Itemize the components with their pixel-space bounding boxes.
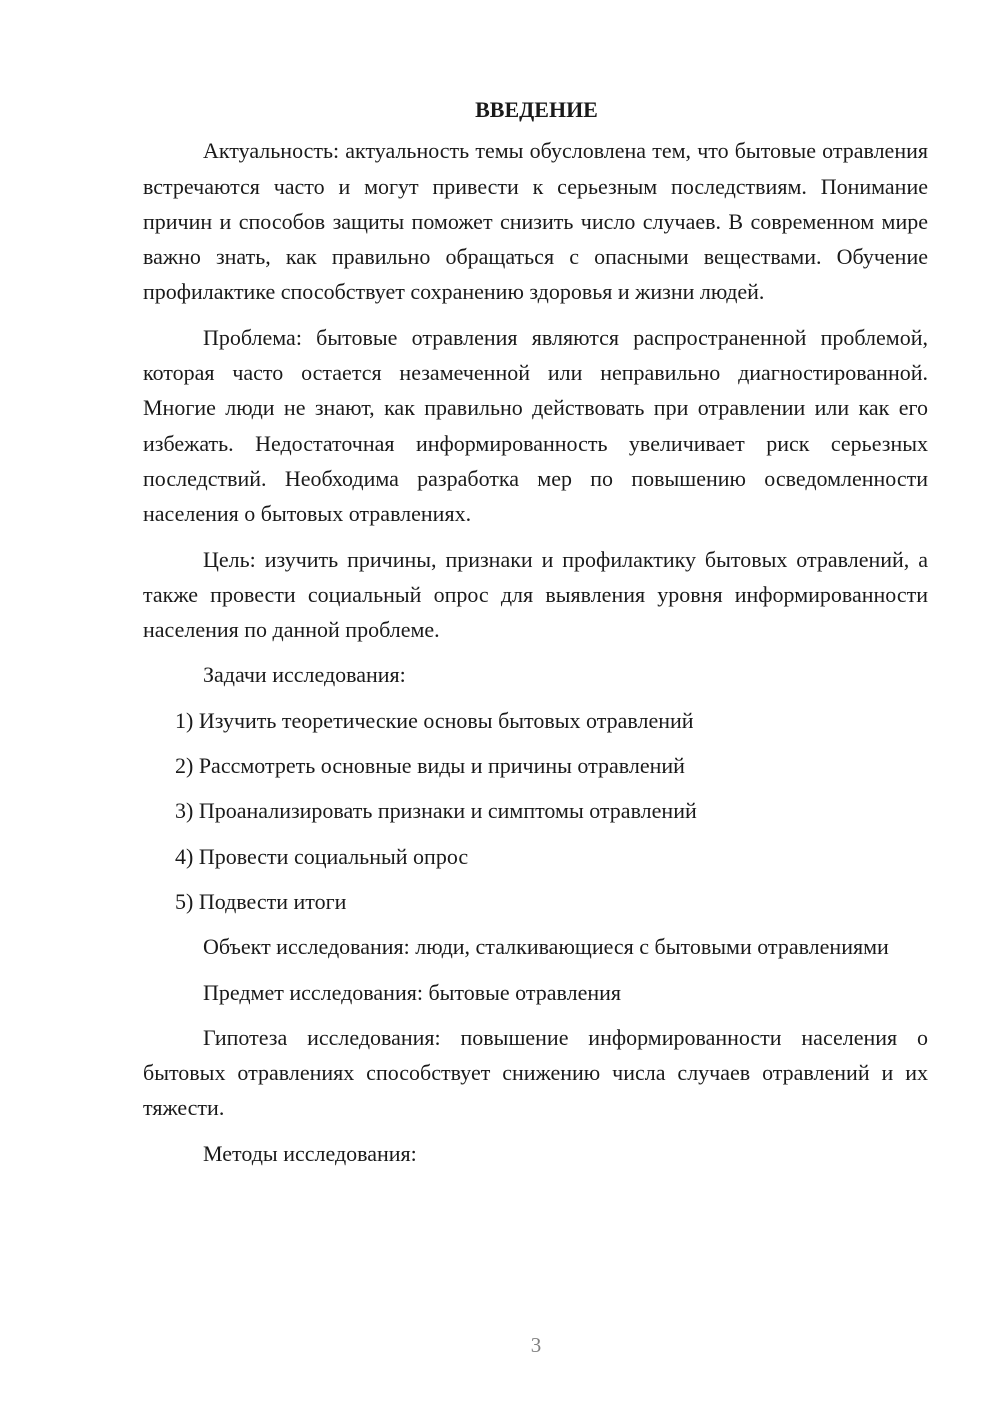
hypothesis-paragraph: Гипотеза исследования: повышение информированности населения о бытовых отравлениях способствует снижению числа случаев отравлений и их тяжести. bbox=[143, 1024, 928, 1121]
problem-paragraph: Проблема: бытовые отравления являются распространенной проблемой, которая часто остается незамеченной или неправильно диагностированной. Многие люди не знают, как правильно действовать при отравлении или как его избежать. Недостаточная информированность увеличивает риск серьезных последствий. Необходима разработка мер по повышению осведомленности населения о бытовых отравлениях. bbox=[143, 324, 928, 527]
object-paragraph: Объект исследования: люди, сталкивающиеся с бытовыми отравлениями bbox=[203, 934, 889, 960]
list-item: 3) Проанализировать признаки и симптомы отравлений bbox=[175, 798, 697, 824]
document-page bbox=[143, 92, 928, 1171]
list-item: 2) Рассмотреть основные виды и причины отравлений bbox=[175, 753, 685, 779]
goal-paragraph: Цель: изучить причины, признаки и профилактику бытовых отравлений, а также провести социальный опрос для выявления уровня информированности населения по данной проблеме. bbox=[143, 546, 928, 643]
list-item: 1) Изучить теоретические основы бытовых отравлений bbox=[175, 707, 694, 733]
subject-paragraph: Предмет исследования: бытовые отравления bbox=[203, 979, 622, 1005]
tasks-list bbox=[143, 703, 928, 919]
tasks-heading: Задачи исследования: bbox=[203, 662, 406, 688]
relevance-paragraph: Актуальность: актуальность темы обусловлена тем, что бытовые отравления встречаются часто и могут привести к серьезным последствиям. Понимание причин и способов защиты поможет снизить число случаев. В современном мире важно знать, как правильно обращаться с опасными веществами. Обучение профилактике способствует сохранению здоровья и жизни людей. bbox=[143, 138, 928, 305]
page-number: 3 bbox=[530, 1333, 542, 1357]
section-heading: ВВЕДЕНИЕ bbox=[475, 97, 598, 122]
methods-paragraph: Методы исследования: bbox=[203, 1140, 417, 1166]
list-item: 4) Провести социальный опрос bbox=[175, 843, 469, 869]
list-item: 5) Подвести итоги bbox=[175, 888, 347, 914]
